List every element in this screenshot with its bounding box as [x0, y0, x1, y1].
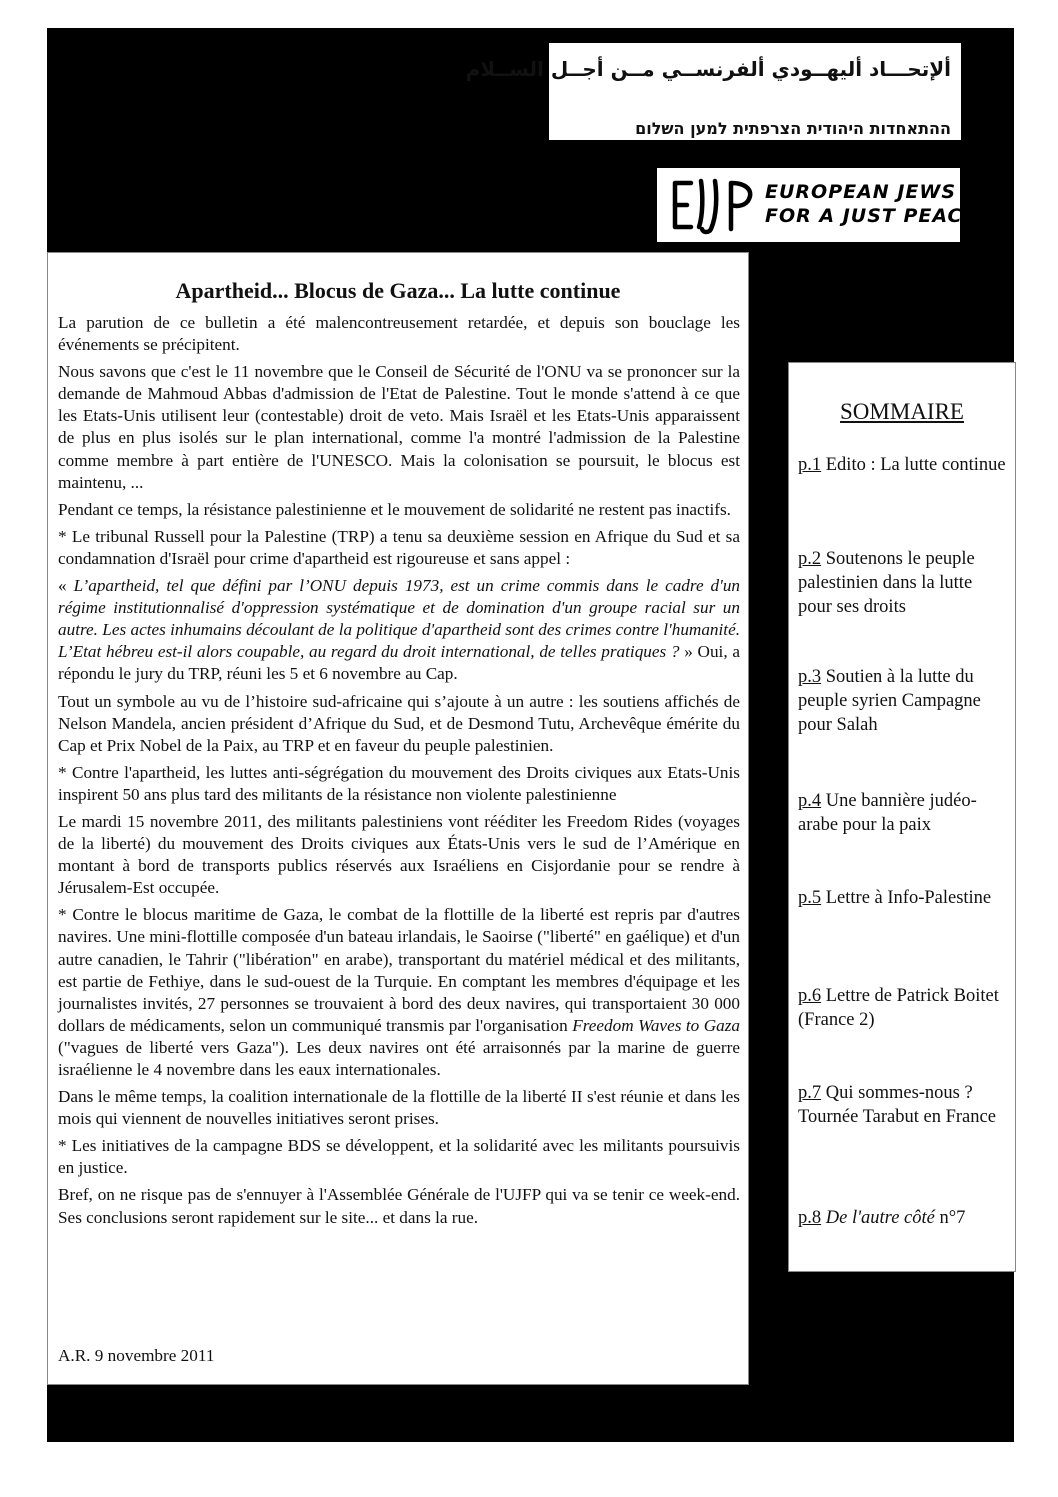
toc-item[interactable]	[798, 789, 1010, 837]
article-body	[58, 312, 740, 1234]
toc-page-link[interactable]: p.1	[798, 455, 822, 475]
ejjp-logo-icon	[669, 175, 759, 235]
paragraph: Le mardi 15 novembre 2011, des militants palestiniens vont rééditer les Freedom Rides (voyages de la liberté) du mouvement des Droits civiques aux États-Unis vers le sud de l’Amérique en montant à bord de transports publics réservés aux Israéliens en Cisjordanie pour se rendre à Jérusalem-Est occupée.	[58, 811, 740, 898]
toc-item[interactable]	[798, 547, 1010, 619]
paragraph: Tout un symbole au vu de l’histoire sud-africaine qui s’ajoute à un autre : les soutiens affichés de Nelson Mandela, ancien président d’Afrique du Sud, et de Desmond Tutu, Archevêque émérite du Cap et Prix Nobel de la Paix, au TRP et en faveur du peuple palestinien.	[58, 691, 740, 755]
arabic-org-name: ألإتحـــاد أليهــودي ألفرنســي مــن أجــل الســلام	[465, 57, 951, 81]
paragraph: * Les initiatives de la campagne BDS se développent, et la solidarité avec les militants poursuivis en justice.	[58, 1136, 740, 1178]
trp-quote: L’apartheid, tel que défini par l’ONU depuis 1973, est un crime commis dans le cadre d'un régime institutionnalisé d'oppression systématique et de domination d'un groupe racial sur un autre. Les actes inhumains découlant de la politique d'apartheid sont des crimes contre l'humanité. L’Etat hébreu est-il alors coupable, au regard du droit international, de telles pratiques ?	[58, 576, 741, 662]
logo-wordmark	[765, 180, 976, 228]
toc-item[interactable]	[798, 453, 1010, 477]
toc-page-link[interactable]: p.3	[798, 667, 822, 687]
toc-item-label: Edito : La lutte continue	[821, 455, 1006, 475]
toc-item[interactable]	[798, 1081, 1010, 1129]
organization-name: Freedom Waves to Gaza	[572, 1015, 740, 1035]
paragraph: * Contre l'apartheid, les luttes anti-ségrégation du mouvement des Droits civiques aux Etats-Unis inspirent 50 ans plus tard des militants de la résistance non violente palestinienne	[58, 762, 740, 804]
flotilla-paragraph	[58, 904, 740, 1081]
editorial-panel	[47, 252, 749, 1385]
toc-item-label: Une bannière judéo-arabe pour la paix	[798, 791, 977, 835]
quote-open: «	[58, 576, 74, 596]
toc-item-label: Lettre à Info-Palestine	[821, 888, 992, 908]
toc-item-label: Qui sommes-nous ? Tournée Tarabut en France	[798, 1083, 996, 1127]
toc-item[interactable]	[798, 1206, 1010, 1230]
paragraph: Nous savons que c'est le 11 novembre que le Conseil de Sécurité de l'ONU va se prononcer sur la demande de Mahmoud Abbas d'admission de l'Etat de Palestine. Tout le monde s'attend à ce que les Etats-Unis utilisent leur (contestable) droit de veto. Mais Israël et les Etats-Unis apparaissent de plus en plus isolés sur le plan international, comme l'a montré l'admission de la Palestine comme membre à part entière de l'UNESCO. Mais la colonisation se poursuit, le blocus est maintenu, ...	[58, 362, 740, 492]
toc-item-label: Soutenons le peuple palestinien dans la lutte pour ses droits	[798, 549, 975, 617]
flotilla-text-a: * Contre le blocus maritime de Gaza, le combat de la flottille de la liberté est repris par d'autres navires. Une mini-flottille composée d'un bateau irlandais, le Saoirse ("liberté" en gaélique) et d'un autre canadien, le Tahrir ("libération" en arabe), transportant du matériel médical et des militants, est partie de Fethiye, dans le sud-ouest de la Turquie. En comptant les membres d'équipage et les journalistes invités, 27 personnes se trouvaient à bord des deux navires, qui transportaient 30 000 dollars de médicaments, selon un communiqué transmis par l'organisation	[58, 905, 740, 1035]
toc-page-link[interactable]: p.5	[798, 888, 822, 908]
logo-line-1: EUROPEAN JEWS	[765, 181, 957, 203]
ejjp-logo	[657, 168, 977, 242]
toc-page-link[interactable]: p.7	[798, 1083, 822, 1103]
toc-page-link[interactable]: p.2	[798, 549, 822, 569]
toc-page-link[interactable]: p.6	[798, 986, 822, 1006]
toc-item-label: De l'autre côté	[825, 1208, 935, 1228]
toc-item[interactable]	[798, 984, 1010, 1032]
table-of-contents	[788, 362, 1016, 1272]
flotilla-text-b: ("vagues de liberté vers Gaza"). Les deux navires ont été arraisonnés par la marine de guerre israélienne le 4 novembre dans les eaux internationales.	[58, 1037, 740, 1079]
paragraph: Bref, on ne risque pas de s'ennuyer à l'Assemblée Générale de l'UJFP qui va se tenir ce week-end. Ses conclusions seront rapidement sur le site... et dans la rue.	[58, 1185, 740, 1227]
organization-header	[465, 43, 961, 140]
quote-paragraph	[58, 575, 740, 685]
toc-page-link[interactable]: p.8	[798, 1208, 822, 1228]
article-title: Apartheid... Blocus de Gaza... La lutte continue	[175, 278, 621, 303]
paragraph: * Le tribunal Russell pour la Palestine (TRP) a tenu sa deuxième session en Afrique du Sud et sa condamnation d'Israël pour crime d'apartheid est rigoureuse et sans appel :	[58, 526, 740, 568]
paragraph: Pendant ce temps, la résistance palestinienne et le mouvement de solidarité ne restent pas inactifs.	[58, 499, 731, 519]
toc-item-label-rest: n°7	[934, 1208, 966, 1228]
toc-title: SOMMAIRE	[840, 399, 964, 424]
toc-item[interactable]	[798, 886, 1010, 910]
toc-item[interactable]	[798, 665, 1010, 737]
toc-page-link[interactable]: p.4	[798, 791, 822, 811]
hebrew-org-name: ההתאחדות היהודית הצרפתית למען השלום	[635, 119, 951, 138]
paragraph: La parution de ce bulletin a été malencontreusement retardée, et depuis son bouclage les événements se précipitent.	[58, 313, 740, 355]
logo-line-2: FOR A JUST PEACE	[765, 205, 977, 227]
toc-item-label: Soutien à la lutte du peuple syrien Campagne pour Salah	[798, 667, 981, 735]
article-signature: A.R. 9 novembre 2011	[58, 1346, 215, 1365]
quote-rest: » Oui, a répondu le jury du TRP, réuni les 5 et 6 novembre au Cap.	[58, 642, 740, 684]
paragraph: Dans le même temps, la coalition internationale de la flottille de la liberté II s'est réunie et dans les mois qui viennent de nouvelles initiatives seront prises.	[58, 1087, 740, 1129]
toc-item-label: Lettre de Patrick Boitet (France 2)	[798, 986, 999, 1030]
